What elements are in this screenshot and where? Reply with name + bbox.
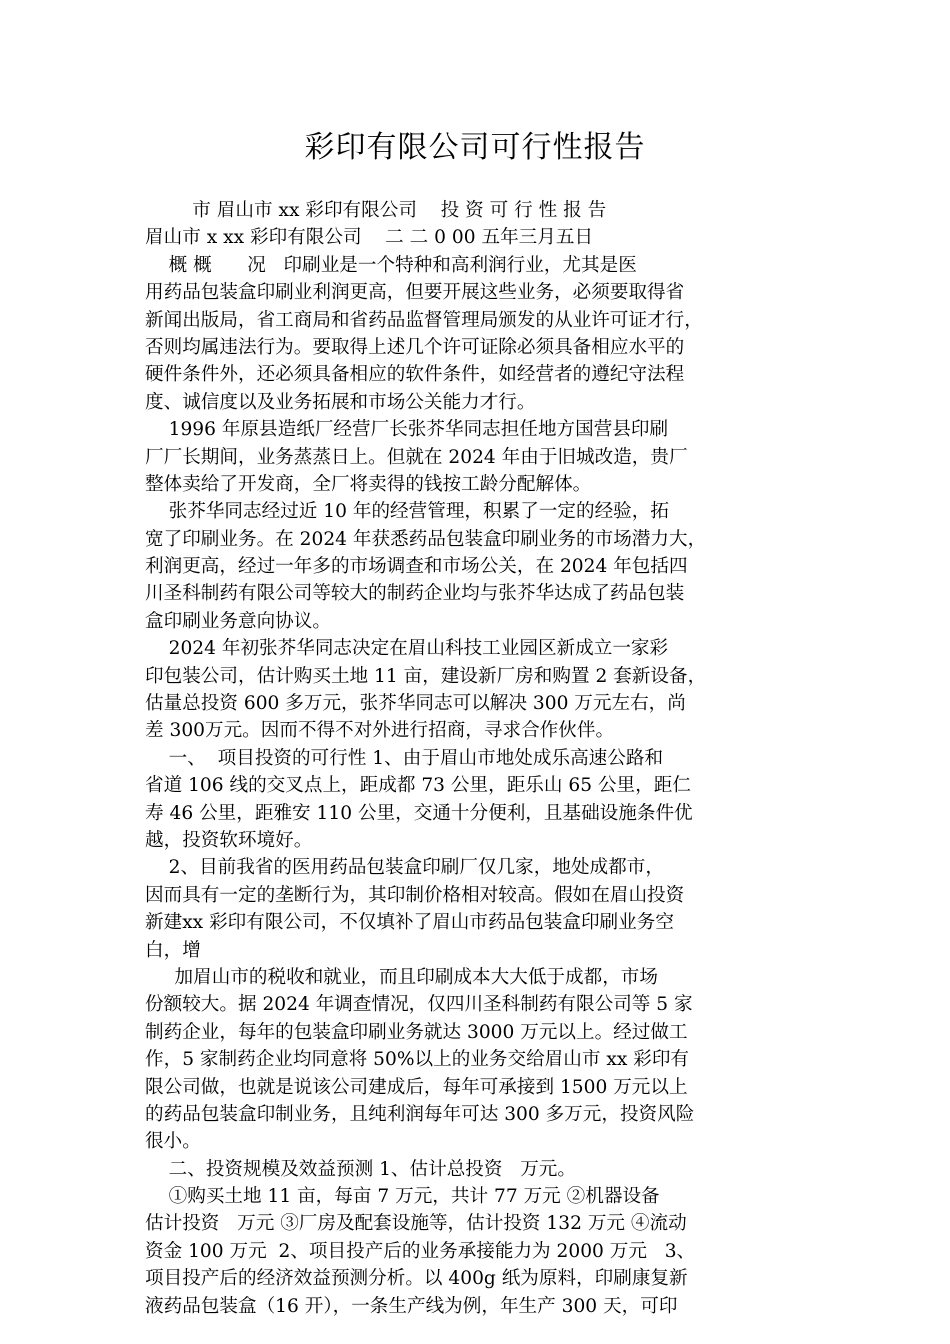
body-line: 估计投资 万元 ③厂房及配套设施等，估计投资 132 万元 ④流动 xyxy=(145,1213,687,1235)
body-line: 市 眉山市 xx 彩印有限公司 投 资 可 行 性 报 告 xyxy=(145,200,607,221)
body-line: 1996 年原县造纸厂经营厂长张芥华同志担任地方国营县印刷 xyxy=(145,419,669,441)
body-line: 项目投产后的经济效益预测分析。以 400g 纸为原料，印刷康复新 xyxy=(145,1268,688,1290)
body-line: 作，5 家制药企业均同意将 50%以上的业务交给眉山市 xx 彩印有 xyxy=(145,1049,690,1071)
body-line: 的药品包装盒印制业务，且纯利润每年可达 300 多万元，投资风险 xyxy=(145,1103,695,1125)
body-line: 否则均属违法行为。要取得上述几个许可证除必须具备相应水平的 xyxy=(145,336,685,358)
body-line: 川圣科制药有限公司等较大的制药企业均与张芥华达成了药品包装 xyxy=(145,583,685,605)
body-line: 利润更高，经过一年多的市场调查和市场公关，在 2024 年包括四 xyxy=(145,556,688,578)
body-line: 硬件条件外，还必须具备相应的软件条件，如经营者的遵纪守法程 xyxy=(145,364,685,386)
body-line: 一、 项目投资的可行性 1、由于眉山市地处成乐高速公路和 xyxy=(145,747,664,769)
body-line: 印包装公司，估计购买土地 11 亩，建设新厂房和购置 2 套新设备， xyxy=(145,665,707,687)
body-line: 液药品包装盒（16 开），一条生产线为例，年生产 300 天，可印 xyxy=(145,1295,678,1317)
body-line: 度、诚信度以及业务拓展和市场公关能力才行。 xyxy=(145,391,536,413)
document-body xyxy=(145,197,815,1320)
body-line: 越，投资软环境好。 xyxy=(145,829,313,851)
body-line: 差 300万元。因而不得不对外进行招商，寻求合作伙伴。 xyxy=(145,720,615,742)
body-line: 概 概 况 印刷业是一个特种和高利润行业，尤其是医 xyxy=(145,254,637,276)
body-line: 2、目前我省的医用药品包装盒印刷厂仅几家，地处成都市， xyxy=(145,857,664,879)
body-line: 省道 106 线的交叉点上，距成都 73 公里，距乐山 65 公里，距仁 xyxy=(145,775,691,797)
body-line: 估量总投资 600 多万元，张芥华同志可以解决 300 万元左右，尚 xyxy=(145,693,686,715)
body-line: 加眉山市的税收和就业，而且印刷成本大大低于成都，市场 xyxy=(145,966,658,988)
body-line: ①购买土地 11 亩，每亩 7 万元，共计 77 万元 ②机器设备 xyxy=(145,1186,660,1208)
body-line: 宽了印刷业务。在 2024 年获悉药品包装盒印刷业务的市场潜力大， xyxy=(145,528,707,550)
body-line: 很小。 xyxy=(145,1131,201,1153)
body-line: 制药企业，每年的包装盒印刷业务就达 3000 万元以上。经过做工 xyxy=(145,1021,688,1043)
body-line: 厂厂长期间，业务蒸蒸日上。但就在 2024 年由于旧城改造，贵厂 xyxy=(145,446,688,468)
body-line: 白，增 xyxy=(145,939,201,961)
body-line: 限公司做，也就是说该公司建成后，每年可承接到 1500 万元以上 xyxy=(145,1076,688,1098)
body-line: 张芥华同志经过近 10 年的经营管理，积累了一定的经验，拓 xyxy=(145,501,669,523)
body-line: 2024 年初张芥华同志决定在眉山科技工业园区新成立一家彩 xyxy=(145,638,669,660)
body-line: 资金 100 万元 2、项目投产后的业务承接能力为 2000 万元 3、 xyxy=(145,1240,696,1262)
body-line: 份额较大。据 2024 年调查情况，仅四川圣科制药有限公司等 5 家 xyxy=(145,994,693,1016)
document-title: 彩印有限公司可行性报告 xyxy=(304,130,646,165)
body-line: 因而具有一定的垄断行为，其印制价格相对较高。假如在眉山投资 xyxy=(145,884,685,906)
body-line: 新建xx 彩印有限公司，不仅填补了眉山市药品包装盒印刷业务空 xyxy=(145,912,674,934)
body-line: 整体卖给了开发商，全厂将卖得的钱按工龄分配解体。 xyxy=(145,473,592,495)
body-line: 新闻出版局，省工商局和省药品监督管理局颁发的从业许可证才行， xyxy=(145,309,703,331)
body-line: 盒印刷业务意向协议。 xyxy=(145,610,331,632)
body-line: 用药品包装盒印刷业利润更高，但要开展这些业务，必须要取得省 xyxy=(145,282,685,304)
body-line: 二、投资规模及效益预测 1、估计总投资 万元。 xyxy=(145,1158,576,1180)
body-line: 寿 46 公里，距雅安 110 公里，交通十分便利，且基础设施条件优 xyxy=(145,802,693,824)
body-line: 眉山市 x xx 彩印有限公司 二 二 0 00 五年三月五日 xyxy=(145,227,594,249)
